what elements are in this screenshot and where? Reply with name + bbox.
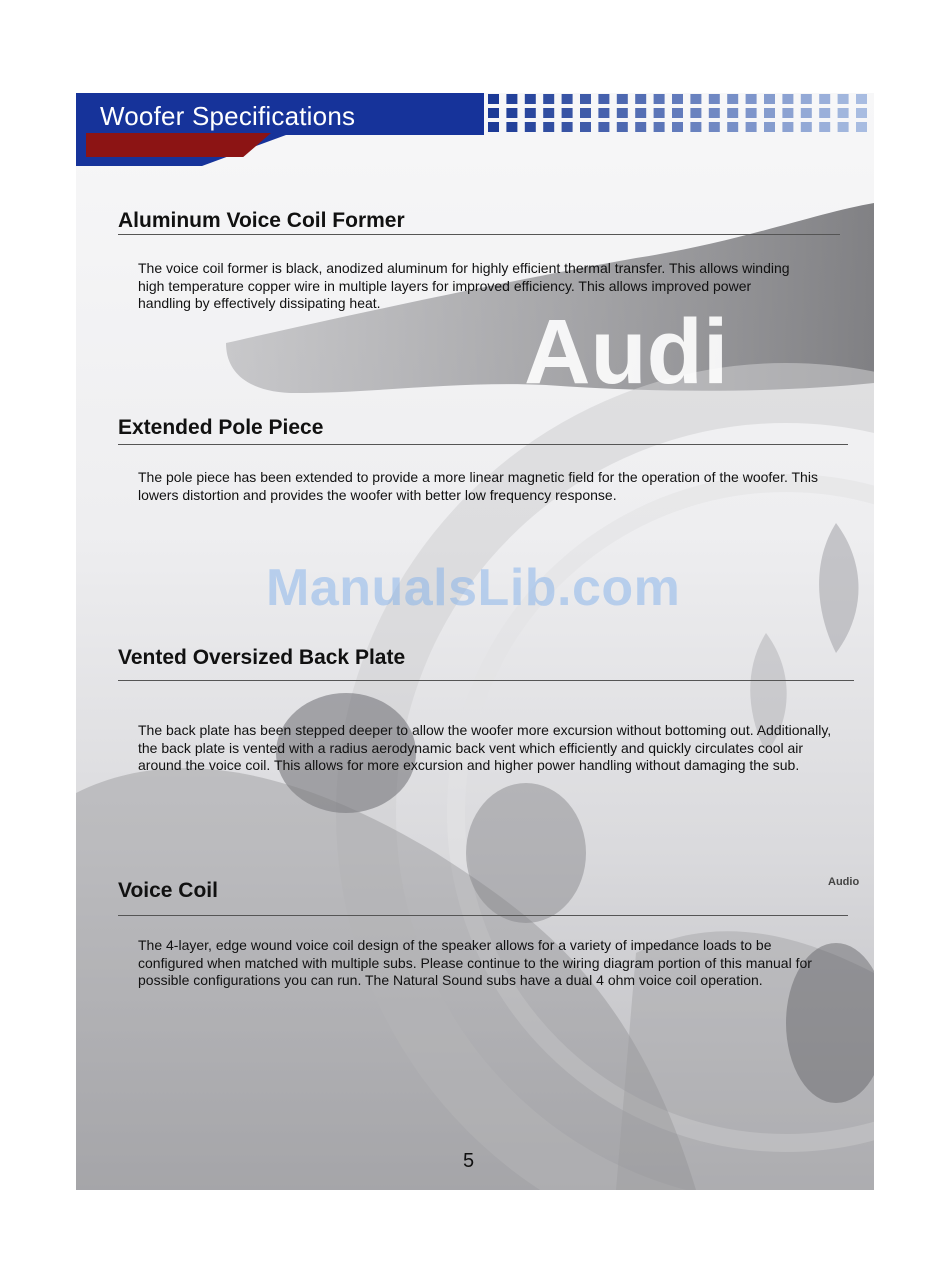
header-pattern-square [543, 122, 554, 132]
header-pattern-square [525, 122, 536, 132]
header-pattern-square [764, 94, 775, 104]
text-line: the back plate is vented with a radius aerodynamic back vent which efficiently and quickly circulates cool air [138, 739, 804, 756]
header-pattern-square [782, 108, 793, 118]
header-pattern-square [580, 122, 591, 132]
header-pattern-square [801, 108, 812, 118]
header-pattern-square [525, 108, 536, 118]
header-pattern-square [598, 94, 609, 104]
header-pattern-square [838, 94, 849, 104]
header-pattern-square [764, 108, 775, 118]
brand-fragment-text: Audi [524, 301, 729, 403]
manual-page [76, 93, 874, 1190]
header-pattern-square [819, 94, 830, 104]
header-pattern-square [838, 122, 849, 132]
header-pattern-square [654, 94, 665, 104]
section-body-pole-piece [138, 469, 818, 504]
header-pattern-square [580, 108, 591, 118]
header-pattern-square [506, 122, 517, 132]
header-pattern-square [856, 108, 867, 118]
section-title-voice-coil-former: Aluminum Voice Coil Former [118, 209, 405, 232]
text-line: The pole piece has been extended to provide a more linear magnetic field for the operation of the woofer. This [138, 469, 818, 485]
header-pattern-square [654, 108, 665, 118]
header-pattern-square [856, 122, 867, 132]
header-accent-stripe [86, 133, 271, 157]
header-pattern-square [727, 122, 738, 132]
header-pattern-square [506, 108, 517, 118]
header-pattern-square [709, 122, 720, 132]
header-pattern-square [709, 94, 720, 104]
header-pattern-square [819, 108, 830, 118]
header-pattern-square [635, 122, 646, 132]
section-body-voice-coil [138, 937, 812, 990]
section-divider [118, 915, 848, 916]
text-line: configured when matched with multiple subs. Please continue to the wiring diagram portion of this manual for [138, 954, 812, 971]
header-pattern-square [672, 108, 683, 118]
header-pattern-square [690, 122, 701, 132]
header-pattern-square [543, 108, 554, 118]
text-line: high temperature copper wire in multiple layers for improved efficiency. This allows improved power [138, 277, 752, 294]
header-pattern-square [598, 122, 609, 132]
page-title: Woofer Specifications [100, 101, 356, 131]
header-pattern-square [525, 94, 536, 104]
header-pattern-square [746, 94, 757, 104]
header-pattern-square [727, 108, 738, 118]
header-pattern-square [782, 94, 793, 104]
text-line: The back plate has been stepped deeper to allow the woofer more excursion without bottoming out. Additionally, [138, 722, 832, 738]
header-pattern-square [488, 108, 499, 118]
header-pattern-square [764, 122, 775, 132]
flame-shape [819, 523, 858, 653]
section-title-pole-piece: Extended Pole Piece [118, 416, 324, 439]
section-title-voice-coil: Voice Coil [118, 879, 218, 902]
section-title-back-plate: Vented Oversized Back Plate [118, 646, 406, 669]
background-artwork [76, 93, 874, 1190]
header-pattern-square [580, 94, 591, 104]
header-pattern-square [709, 108, 720, 118]
section-body-voice-coil-former [138, 260, 790, 313]
header-pattern-square [617, 108, 628, 118]
header-pattern-square [782, 122, 793, 132]
header-pattern-square [690, 94, 701, 104]
header-pattern-square [635, 94, 646, 104]
header-pattern-square [598, 108, 609, 118]
header-pattern-square [617, 94, 628, 104]
header-pattern-square [838, 108, 849, 118]
header-pattern-square [506, 94, 517, 104]
text-line: around the voice coil. This allows for more excursion and higher power handling without damaging the sub. [138, 757, 800, 774]
text-line: lowers distortion and provides the woofer with better low frequency response. [138, 486, 617, 503]
header-pattern-square [562, 94, 573, 104]
page-number: 5 [463, 1150, 475, 1172]
header-square-pattern [488, 93, 874, 135]
header-pattern-square [672, 94, 683, 104]
header-pattern-square [562, 108, 573, 118]
header-pattern-square [727, 94, 738, 104]
text-line: possible configurations you can run. The Natural Sound subs have a dual 4 ohm voice coil operation. [138, 972, 763, 989]
text-line: handling by effectively dissipating heat. [138, 295, 381, 312]
header-pattern-square [801, 94, 812, 104]
header-pattern-square [488, 94, 499, 104]
header-pattern-square [746, 108, 757, 118]
header-pattern-square [690, 108, 701, 118]
section-divider [118, 234, 840, 235]
section-body-back-plate [138, 722, 831, 775]
header-pattern-square [617, 122, 628, 132]
header-pattern-square [819, 122, 830, 132]
section-divider [118, 444, 848, 445]
header-pattern-square [654, 122, 665, 132]
section-divider [118, 680, 854, 681]
header-pattern-square [856, 94, 867, 104]
text-line: The voice coil former is black, anodized aluminum for highly efficient thermal transfer. This allows winding [138, 260, 790, 276]
header-pattern-square [801, 122, 812, 132]
header-pattern-square [543, 94, 554, 104]
header-pattern-square [635, 108, 646, 118]
text-line: The 4-layer, edge wound voice coil design of the speaker allows for a variety of impedance loads to be [138, 937, 772, 953]
header-pattern-square [562, 122, 573, 132]
header-pattern-square [672, 122, 683, 132]
small-logo-text: Audio [828, 876, 860, 888]
header-pattern-square [488, 122, 499, 132]
watermark: ManualsLib.com [266, 559, 681, 617]
header-pattern-square [746, 122, 757, 132]
